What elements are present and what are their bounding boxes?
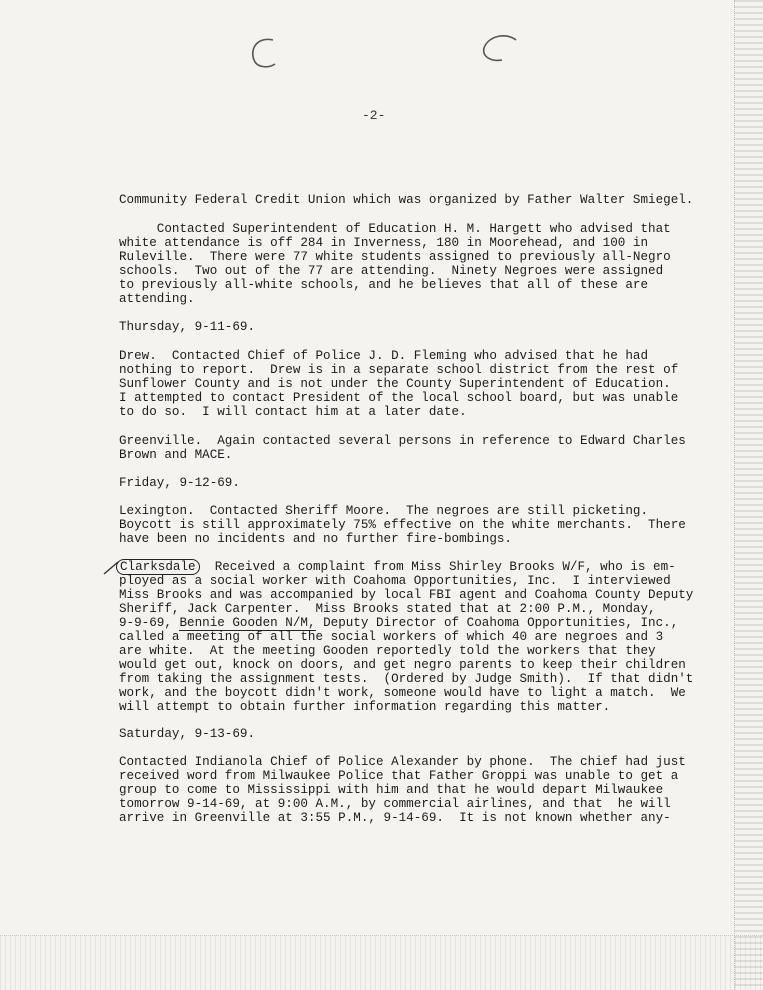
text-line: tomorrow 9-14-69, at 9:00 A.M., by commercial airlines, and that he will bbox=[119, 797, 671, 811]
text-line: from taking the assignment tests. (Ordered by Judge Smith). If that didn't bbox=[119, 672, 694, 686]
text-line bbox=[116, 560, 676, 574]
text-line: Ruleville. There were 77 white students assigned to previously all-Negro bbox=[119, 250, 671, 264]
scanned-edge-bottom bbox=[0, 935, 763, 990]
text-line: Sheriff, Jack Carpenter. Miss Brooks stated that at 2:00 P.M., Monday, bbox=[119, 602, 656, 616]
text-line: Greenville. Again contacted several persons in reference to Edward Charles bbox=[119, 434, 686, 448]
page-number: -2- bbox=[362, 108, 386, 123]
text-line: white attendance is off 284 in Inverness, 180 in Moorehead, and 100 in bbox=[119, 236, 649, 250]
text-line bbox=[119, 616, 678, 630]
text-line: Community Federal Credit Union which was organized by Father Walter Smiegel. bbox=[119, 193, 694, 207]
text-line: Contacted Indianola Chief of Police Alexander by phone. The chief had just bbox=[119, 755, 686, 769]
date-heading: Thursday, 9-11-69. bbox=[119, 320, 256, 334]
text-line: Boycott is still approximately 75% effective on the white merchants. There bbox=[119, 518, 686, 532]
text-line: have been no incidents and no further fire-bombings. bbox=[119, 532, 512, 546]
text-line: ployed as a social worker with Coahoma Opportunities, Inc. I interviewed bbox=[119, 574, 671, 588]
text-line: work, and the boycott didn't work, someone would have to light a match. We bbox=[119, 686, 686, 700]
text-line: would get out, knock on doors, and get negro parents to keep their children bbox=[119, 658, 686, 672]
text-line: received word from Milwaukee Police that Father Groppi was unable to get a bbox=[119, 769, 679, 783]
text-fragment: 9-9-69, bbox=[119, 616, 180, 630]
circled-location: Clarksdale bbox=[116, 559, 200, 575]
text-line: group to come to Mississippi with him and that he would depart Milwaukee bbox=[119, 783, 664, 797]
text-line: Lexington. Contacted Sheriff Moore. The negroes are still picketing. bbox=[119, 504, 649, 518]
text-line: are white. At the meeting Gooden reportedly told the workers that they bbox=[119, 644, 656, 658]
text-fragment: Received a complaint from Miss Shirley Brooks W/F, who is em- bbox=[199, 560, 676, 574]
text-line: attending. bbox=[119, 292, 195, 306]
text-line: I attempted to contact President of the local school board, but was unable bbox=[119, 391, 679, 405]
text-line: will attempt to obtain further information regarding this matter. bbox=[119, 700, 611, 714]
text-line: Drew. Contacted Chief of Police J. D. Fleming who advised that he had bbox=[119, 349, 649, 363]
text-line: Brown and MACE. bbox=[119, 448, 233, 462]
text-line: nothing to report. Drew is in a separate school district from the rest of bbox=[119, 363, 679, 377]
underlined-name: Bennie Gooden N/M, bbox=[179, 616, 316, 630]
date-heading: Saturday, 9-13-69. bbox=[119, 727, 256, 741]
text-line: Sunflower County and is not under the County Superintendent of Education. bbox=[119, 377, 671, 391]
handwritten-mark-right bbox=[476, 30, 526, 70]
text-line: called a meeting of all the social workers of which 40 are negroes and 3 bbox=[119, 630, 664, 644]
text-line: arrive in Greenville at 3:55 P.M., 9-14-69. It is not known whether any- bbox=[119, 811, 671, 825]
text-line: to do so. I will contact him at a later date. bbox=[119, 405, 467, 419]
handwritten-mark-left bbox=[245, 32, 285, 72]
text-line: Contacted Superintendent of Education H. M. Hargett who advised that bbox=[119, 222, 671, 236]
text-line: schools. Two out of the 77 are attending. Ninety Negroes were assigned bbox=[119, 264, 664, 278]
date-heading: Friday, 9-12-69. bbox=[119, 476, 240, 490]
scanned-edge-right bbox=[734, 0, 763, 990]
text-line: to previously all-white schools, and he believes that all of these are bbox=[119, 278, 649, 292]
text-fragment: Deputy Director of Coahoma Opportunities, Inc., bbox=[315, 616, 679, 630]
text-line: Miss Brooks and was accompanied by local FBI agent and Coahoma County Deputy bbox=[119, 588, 694, 602]
